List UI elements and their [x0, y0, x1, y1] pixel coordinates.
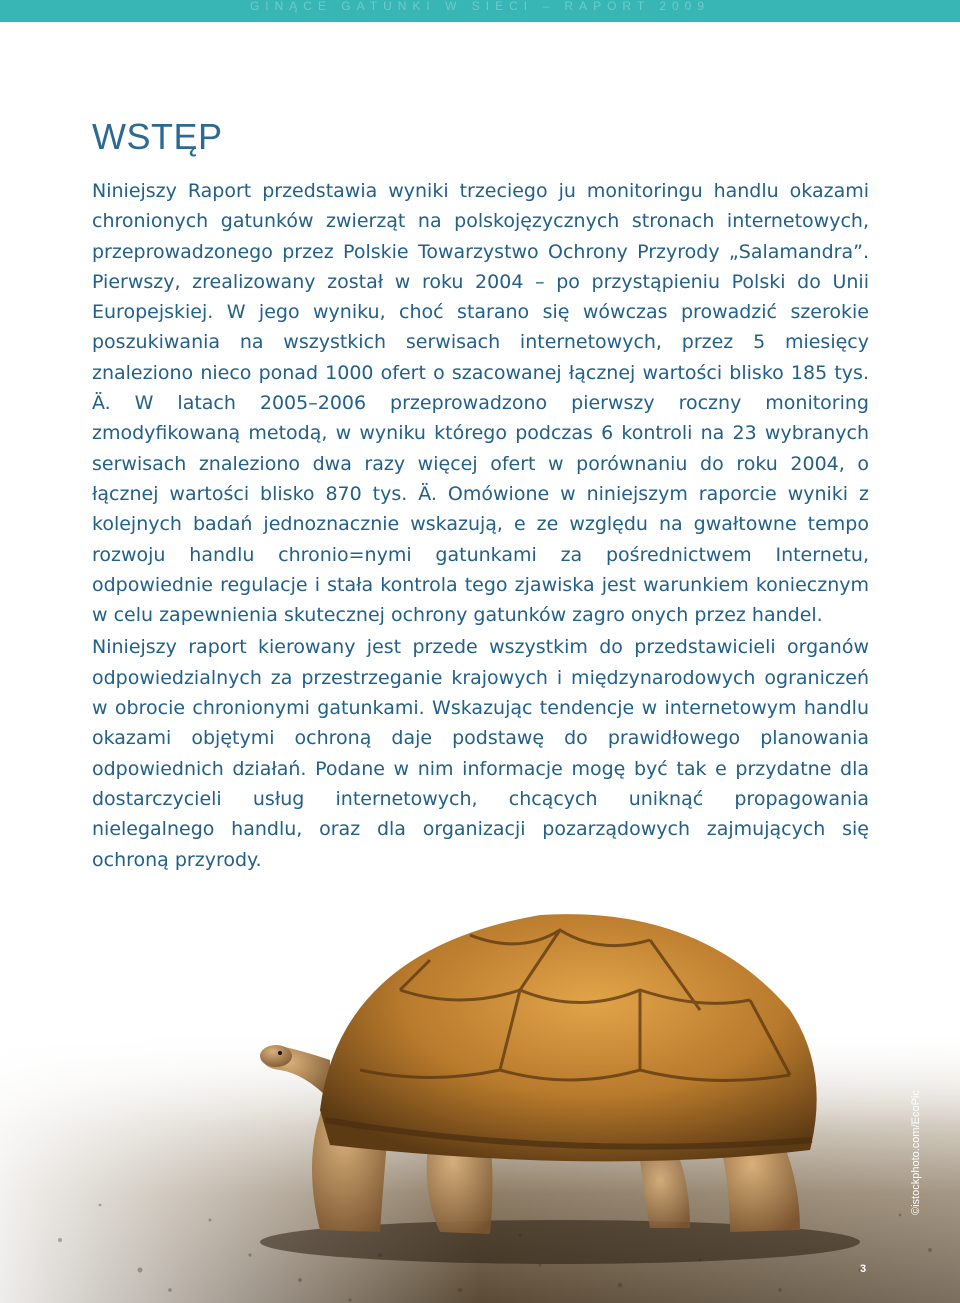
paragraph: Niniejszy raport kierowany jest przede wszystkim do przedstawicieli organów odpowiedzialnych za przestrzeganie krajowych i międzynarodowych ograniczeń w obrocie chronionymi gatunkami. Wskazując tendencje w internetowym handlu okazami objętymi ochroną daje podstawę do prawidłowego planowania odpowiednich działań. Podane w nim informacje mogę być tak e przydatne dla dostarczycieli usług internetowych, chcących uniknąć propagowania nielegalnego handlu, oraz dla organizacji pozarządowych zajmujących się ochroną przyrody. [92, 636, 869, 871]
page-number: 3 [860, 1263, 867, 1275]
paragraph: Niniejszy Raport przedstawia wyniki trzeciego ju monitoringu handlu okazami chronionych gatunków zwierząt na polskojęzycznych stronach internetowych, przeprowadzonego przez Polskie Towarzystwo Ochrony Przyrody „Salamandra”. Pierwszy, zrealizowany został w roku 2004 – po przystąpieniu Polski do Unii Europejskiej. W jego wyniku, choć starano się wówczas prowadzić szerokie poszukiwania na wszystkich serwisach internetowych, przez 5 miesięcy znaleziono nieco ponad 1000 ofert o szacowanej łącznej wartości blisko 185 tys. Ä. W latach 2005–2006 przeprowadzono pierwszy roczny monitoring zmodyfikowaną metodą, w wyniku którego podczas 6 kontroli na 23 wybranych serwisach znaleziono dwa razy więcej ofert w porównaniu do roku 2004, o łącznej wartości blisko 870 tys. Ä. Omówione w niniejszym raporcie wyniki z kolejnych badań jednoznacznie wskazują, e ze względu na gwałtowne tempo rozwoju handlu chronio=nymi gatunkami za pośrednictwem Internetu, odpowiednie regulacje i stała kontrola tego zjawiska jest warunkiem koniecznym w celu zapewnienia skutecznej ochrony gatunków zagro onych przez handel. [92, 180, 869, 627]
running-header: GINĄCE GATUNKI W SIECI – RAPORT 2009 [249, 0, 711, 13]
body-text [92, 176, 869, 877]
page-title: WSTĘP [92, 116, 223, 157]
photo-credit: ©istockphoto.com/EcoPic [910, 1090, 922, 1215]
tortoise-photo [0, 860, 960, 1303]
